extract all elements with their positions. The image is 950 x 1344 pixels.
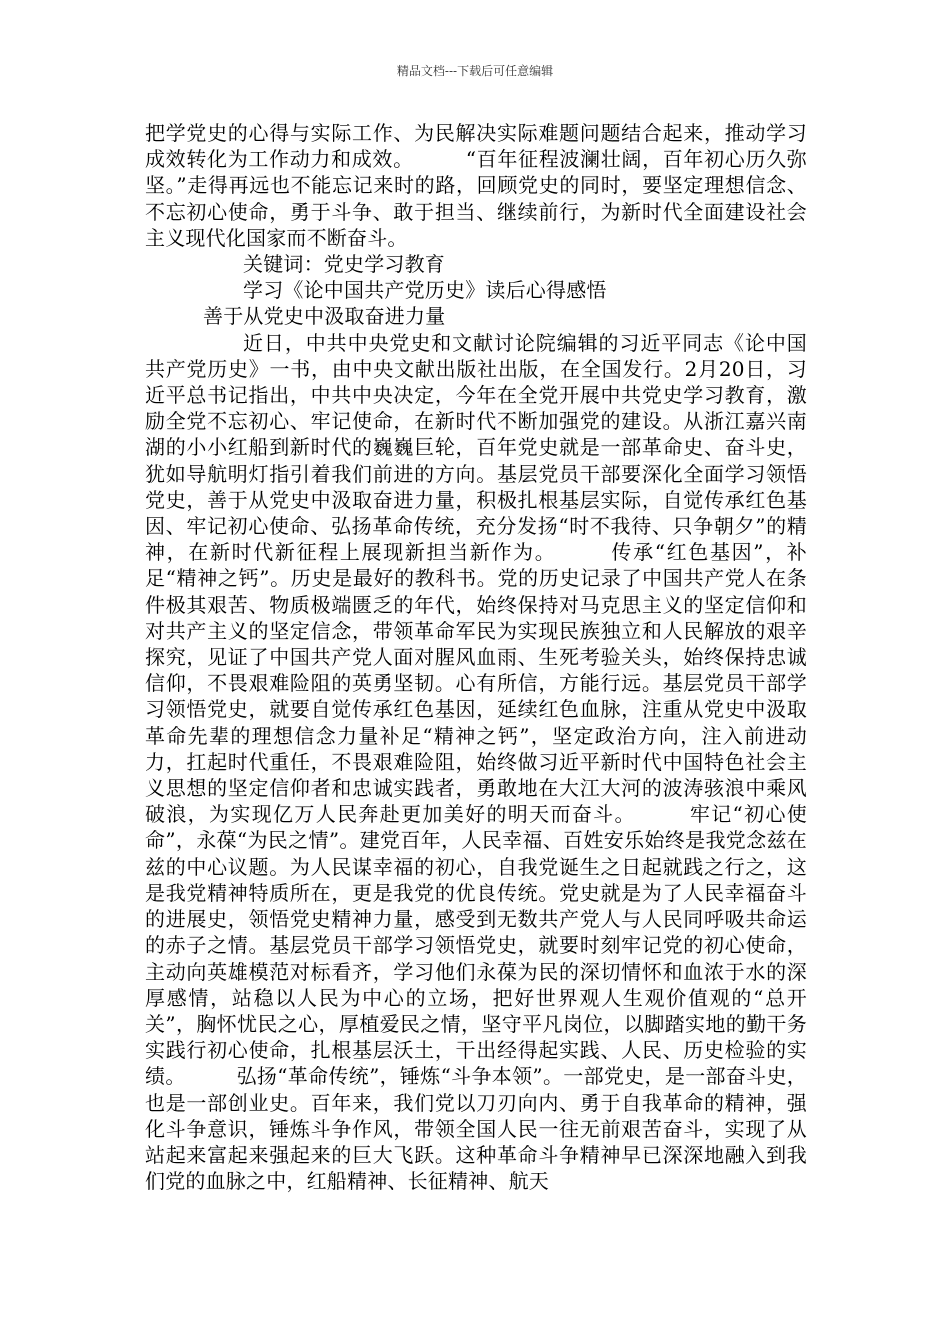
article-title: 学习《论中国共产党历史》读后心得感悟 (243, 278, 607, 303)
keywords-line: 关键词：党史学习教育 (243, 252, 445, 277)
intro-paragraph: 把学党史的心得与实际工作、为民解决实际难题问题结合起来，推动学习成效转化为工作动力和成效。 “百年征程波澜壮阔，百年初心历久弥坚。”走得再远也不能忘记来时的路，回顾党史的同时，要坚定理想信念、不忘初心使命，勇于斗争、敢于担当、继续前行，为新时代全面建设社会主义现代化国家而不断奋斗。 (145, 121, 807, 250)
page-header: 精品文档---下载后可任意编辑 (396, 64, 554, 78)
article-subtitle: 善于从党史中汲取奋进力量 (203, 304, 446, 329)
document-body (145, 120, 807, 1194)
body-paragraph: 近日，中共中央党史和文献讨论院编辑的习近平同志《论中国共产党历史》一书，由中央文献出版社出版，在全国发行。2月20日，习近平总书记指出，中共中央决定，今年在全党开展中共党史学习教育，激励全党不忘初心、牢记使命，在新时代不断加强党的建设。从浙江嘉兴南湖的小小红船到新时代的巍巍巨轮，百年党史就是一部革命史、奋斗史，犹如导航明灯指引着我们前进的方向。基层党员干部要深化全面学习领悟党史，善于从党史中汲取奋进力量，积极扎根基层实际，自觉传承红色基因、牢记初心使命、弘扬革命传统，充分发扬“时不我待、只争朝夕”的精神，在新时代新征程上展现新担当新作为。 传承“红色基因”，补足“精神之钙”。历史是最好的教科书。党的历史记录了中国共产党人在条件极其艰苦、物质极端匮乏的年代，始终保持对马克思主义的坚定信仰和对共产主义的坚定信念，带领革命军民为实现民族独立和人民解放的艰辛探究，见证了中国共产党人面对腥风血雨、生死考验关头，始终保持忠诚信仰，不畏艰难险阻的英勇坚韧。心有所信，方能行远。基层党员干部学习领悟党史，就要自觉传承红色基因，延续红色血脉，注重从党史中汲取革命先辈的理想信念力量补足“精神之钙”，坚定政治方向，注入前进动力，扛起时代重任，不畏艰难险阻，始终做习近平新时代中国特色社会主义思想的坚定信仰者和忠诚实践者，勇敢地在大江大河的波涛骇浪中乘风破浪，为实现亿万人民奔赴更加美好的明天而奋斗。 牢记“初心使命”，永葆“为民之情”。建党百年，人民幸福、百姓安乐始终是我党念兹在兹的中心议题。为人民谋幸福的初心，自我党诞生之日起就践之行之，这是我党精神特质所在，更是我党的优良传统。党史就是为了人民幸福奋斗的进展史，领悟党史精神力量，感受到无数共产党人与人民同呼吸共命运的赤子之情。基层党员干部学习领悟党史，就要时刻牢记党的初心使命，主动向英雄模范对标看齐，学习他们永葆为民的深切情怀和血浓于水的深厚感情，站稳以人民为中心的立场，把好世界观人生观价值观的“总开关”，胸怀忧民之心，厚植爱民之情，坚守平凡岗位，以脚踏实地的勤干务实践行初心使命，扎根基层沃土，干出经得起实践、人民、历史检验的实绩。 弘扬“革命传统”，锤炼“斗争本领”。一部党史，是一部奋斗史，也是一部创业史。百年来，我们党以刀刃向内、勇于自我革命的精神，强化斗争意识，锤炼斗争作风，带领全国人民一往无前艰苦奋斗，实现了从站起来富起来强起来的巨大飞跃。这种革命斗争精神早已深深地融入到我们党的血脉之中，红船精神、长征精神、航天 (145, 330, 807, 1194)
